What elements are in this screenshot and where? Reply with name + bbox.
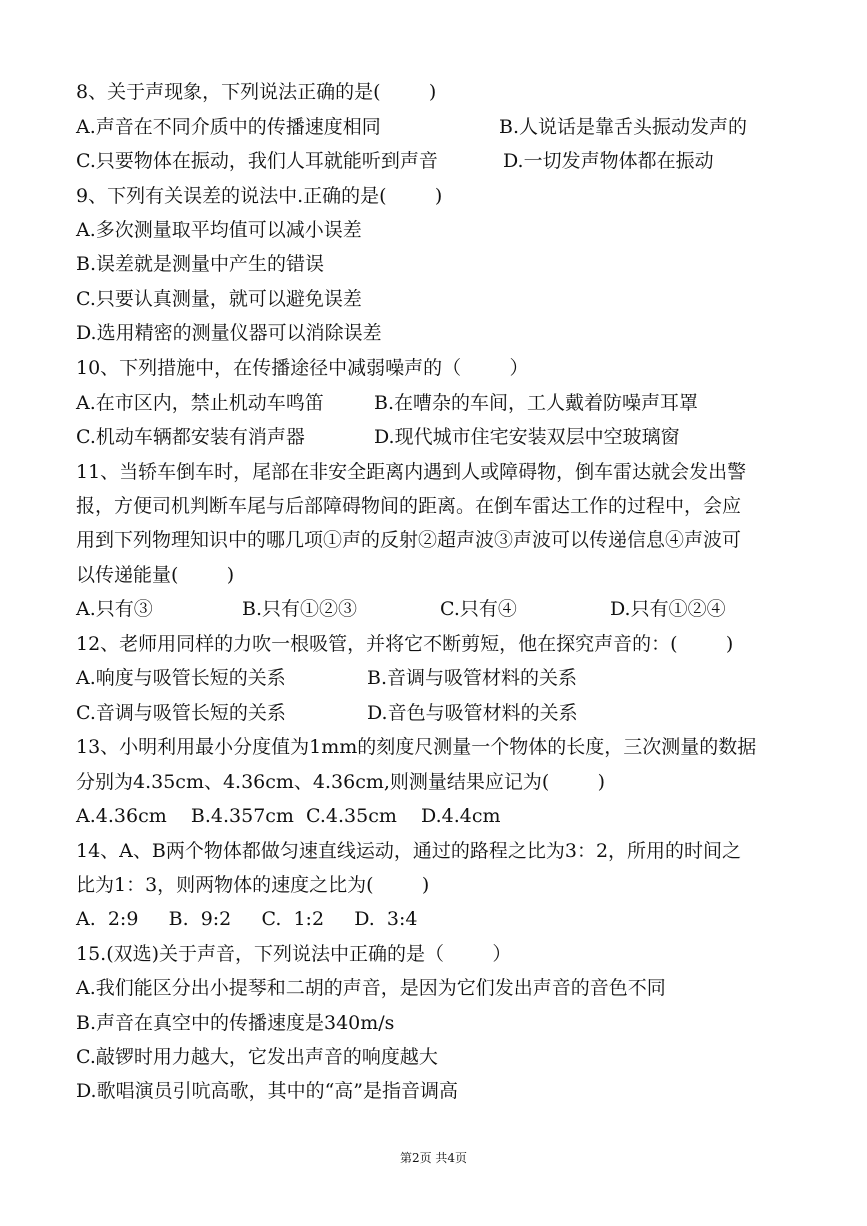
question-14-stem-line-1: 14、A、B两个物体都做匀速直线运动，通过的路程之比为3：2，所用的时间之 <box>76 840 742 862</box>
question-8-option-b: B.人说话是靠舌头振动发声的 <box>499 116 748 138</box>
question-8-option-c: C.只要物体在振动，我们人耳就能听到声音 <box>76 150 438 172</box>
page-number-footer: 第2页 共4页 <box>399 1151 468 1165</box>
question-8-stem: 8、关于声现象，下列说法正确的是( ) <box>76 81 437 103</box>
question-10-option-a: A.在市区内，禁止机动车鸣笛 <box>76 392 324 414</box>
question-13-stem-line-2: 分别为4.35cm、4.36cm、4.36cm,则测量结果应记为( ) <box>76 771 606 793</box>
question-10-option-c: C.机动车辆都安装有消声器 <box>76 426 305 448</box>
question-12-stem: 12、老师用同样的力吹一根吸管，并将它不断剪短，他在探究声音的：( ) <box>76 633 734 655</box>
question-8-option-a: A.声音在不同介质中的传播速度相同 <box>76 116 381 138</box>
question-11-stem-line-3: 用到下列物理知识中的哪几项①声的反射②超声波③声波可以传递信息④声波可 <box>76 529 742 551</box>
question-10-stem: 10、下列措施中，在传播途径中减弱噪声的（ ） <box>76 357 529 379</box>
question-15-option-a: A.我们能区分出小提琴和二胡的声音，是因为它们发出声音的音色不同 <box>76 977 666 999</box>
question-9-option-a: A.多次测量取平均值可以减小误差 <box>76 219 362 241</box>
question-9-option-b: B.误差就是测量中产生的错误 <box>76 253 325 275</box>
question-12-option-d: D.音色与吸管材料的关系 <box>367 702 578 724</box>
question-11-stem-line-4: 以传递能量( ) <box>76 564 235 586</box>
question-12-option-b: B.音调与吸管材料的关系 <box>367 667 578 689</box>
question-11-option-c: C.只有④ <box>440 598 517 620</box>
question-11-option-d: D.只有①②④ <box>610 598 726 620</box>
question-9-stem: 9、下列有关误差的说法中.正确的是( ) <box>76 185 443 207</box>
question-13-options: A.4.36cm B.4.357cm C.4.35cm D.4.4cm <box>76 805 501 827</box>
question-10-option-d: D.现代城市住宅安装双层中空玻璃窗 <box>374 426 680 448</box>
question-9-option-d: D.选用精密的测量仪器可以消除误差 <box>76 322 382 344</box>
question-15-option-b: B.声音在真空中的传播速度是340m/s <box>76 1012 395 1034</box>
question-9-option-c: C.只要认真测量，就可以避免误差 <box>76 288 362 310</box>
question-14-stem-line-2: 比为1：3，则两物体的速度之比为( ) <box>76 874 430 896</box>
question-14-options: A. 2:9 B. 9:2 C. 1:2 D. 3:4 <box>76 908 418 930</box>
question-12-option-a: A.响度与吸管长短的关系 <box>76 667 286 689</box>
question-11-stem-line-1: 11、当轿车倒车时，尾部在非安全距离内遇到人或障碍物，倒车雷达就会发出警 <box>76 461 747 483</box>
question-12-option-c: C.音调与吸管长短的关系 <box>76 702 286 724</box>
question-15-option-c: C.敲锣时用力越大，它发出声音的响度越大 <box>76 1046 438 1068</box>
question-8-option-d: D.一切发声物体都在振动 <box>503 150 714 172</box>
question-15-option-d: D.歌唱演员引吭高歌，其中的“高”是指音调高 <box>76 1080 459 1102</box>
question-11-option-b: B.只有①②③ <box>242 598 358 620</box>
question-15-stem: 15.(双选)关于声音，下列说法中正确的是（ ） <box>76 943 512 965</box>
question-11-option-a: A.只有③ <box>76 598 153 620</box>
question-11-stem-line-2: 报，方便司机判断车尾与后部障碍物间的距离。在倒车雷达工作的过程中，会应 <box>76 495 742 517</box>
question-10-option-b: B.在嘈杂的车间，工人戴着防噪声耳罩 <box>374 392 699 414</box>
question-13-stem-line-1: 13、小明利用最小分度值为1mm的刻度尺测量一个物体的长度，三次测量的数据 <box>76 736 757 758</box>
